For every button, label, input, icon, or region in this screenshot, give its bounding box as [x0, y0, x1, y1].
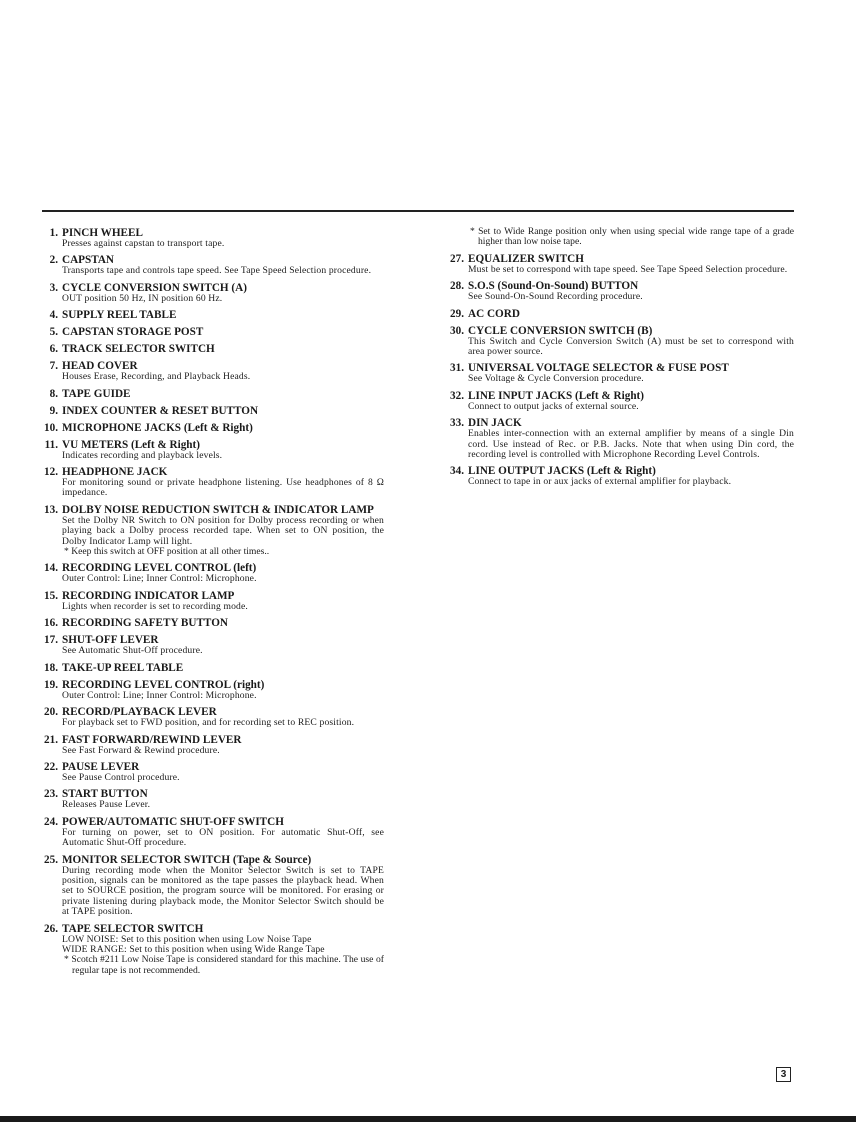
item-title: S.O.S (Sound-On-Sound) BUTTON — [468, 280, 639, 293]
list-item — [38, 388, 384, 400]
item-description: Outer Control: Line; Inner Control: Microphone. — [62, 689, 257, 701]
list-item — [444, 280, 794, 302]
item-title: CYCLE CONVERSION SWITCH (A) — [62, 281, 247, 294]
item-title: RECORDING INDICATOR LAMP — [62, 589, 235, 602]
item-description: See Fast Forward & Rewind procedure. — [62, 744, 220, 756]
item-description: WIDE RANGE: Set to this position when using Wide Range Tape — [62, 943, 325, 955]
list-item — [444, 465, 794, 487]
item-title: INDEX COUNTER & RESET BUTTON — [62, 404, 259, 417]
item-title: CAPSTAN — [62, 254, 115, 267]
list-item — [38, 254, 384, 276]
item-title: RECORD/PLAYBACK LEVER — [62, 706, 217, 719]
list-item — [38, 788, 384, 810]
list-item — [38, 854, 384, 918]
item-number: 19. — [44, 678, 58, 691]
item-title: TRACK SELECTOR SWITCH — [62, 343, 215, 356]
item-number: 4. — [49, 309, 58, 322]
header-rule — [42, 210, 794, 212]
item-number: 30. — [450, 324, 464, 337]
item-number: 14. — [44, 562, 58, 575]
item-description: For monitoring sound or private headphone listening. Use headphones of 8 Ω impedance. — [62, 477, 384, 499]
item-title: EQUALIZER SWITCH — [468, 252, 584, 265]
item-note: * Scotch #211 Low Noise Tape is considered standard for this machine. The use of regular tape is not recommended. — [64, 954, 384, 976]
list-item — [444, 325, 794, 358]
item-description: Connect to tape in or aux jacks of external amplifier for playback. — [468, 476, 732, 488]
item-number: 26. — [44, 922, 58, 935]
item-title: UNIVERSAL VOLTAGE SELECTOR & FUSE POST — [468, 362, 729, 375]
item-number: 12. — [44, 466, 58, 479]
item-number: 17. — [44, 634, 58, 647]
item-title: TAPE SELECTOR SWITCH — [62, 922, 204, 935]
item-title: HEADPHONE JACK — [62, 466, 168, 479]
item-note: * Keep this switch at OFF position at all other times.. — [64, 546, 270, 558]
item-number: 2. — [49, 254, 58, 267]
item-title: PAUSE LEVER — [62, 760, 140, 773]
item-number: 1. — [49, 227, 58, 239]
list-item — [444, 362, 794, 384]
item-title: LINE OUTPUT JACKS (Left & Right) — [468, 465, 656, 478]
list-item — [38, 227, 384, 249]
item-description: Outer Control: Line; Inner Control: Microphone. — [62, 573, 257, 585]
list-item — [444, 390, 794, 412]
item-description: Lights when recorder is set to recording mode. — [62, 600, 248, 612]
list-item — [38, 466, 384, 499]
item-description: Houses Erase, Recording, and Playback Heads. — [62, 371, 251, 383]
item-description: See Pause Control procedure. — [62, 771, 180, 783]
wide-range-note — [444, 227, 794, 248]
list-item — [38, 590, 384, 612]
list-item — [444, 308, 794, 320]
item-number: 6. — [49, 343, 58, 356]
note-text: * Set to Wide Range position only when using special wide range tape of a grade higher than low noise tape. — [470, 226, 794, 248]
list-item — [38, 734, 384, 756]
item-number: 3. — [49, 281, 58, 294]
item-description: Indicates recording and playback levels. — [62, 449, 223, 461]
item-title: MONITOR SELECTOR SWITCH (Tape & Source) — [62, 853, 312, 866]
item-title: TAKE-UP REEL TABLE — [62, 661, 184, 674]
item-description: Set the Dolby NR Switch to ON position for Dolby process recording or when playing back a Dolby process recorded tape. When set to ON position, the Dolby Indicator Lamp will light. — [62, 514, 384, 547]
list-item — [38, 816, 384, 849]
item-number: 16. — [44, 617, 58, 630]
list-item — [38, 706, 384, 728]
item-title: AC CORD — [468, 307, 520, 320]
item-number: 5. — [49, 326, 58, 339]
item-title: CYCLE CONVERSION SWITCH (B) — [468, 324, 653, 337]
item-title: SUPPLY REEL TABLE — [62, 309, 177, 322]
item-description: This Switch and Cycle Conversion Switch (A) must be set to correspond with area power source. — [468, 335, 794, 358]
list-item — [38, 923, 384, 977]
list-item — [38, 360, 384, 382]
list-item — [444, 253, 794, 275]
item-number: 27. — [450, 252, 464, 265]
item-description: During recording mode when the Monitor Selector Switch is set to TAPE position, signals can be monitored as the tape passes the playback head. When set to SOURCE position, the program source will be monitored. For erasing or private listening during playback mode, the Monitor Selector Switch should be at TAPE position. — [62, 864, 384, 918]
list-item — [38, 761, 384, 783]
item-number: 11. — [44, 438, 58, 451]
item-number: 29. — [450, 307, 464, 320]
item-number: 8. — [49, 387, 58, 400]
list-item — [38, 343, 384, 355]
list-item — [38, 405, 384, 417]
list-item — [38, 504, 384, 558]
right-items — [444, 253, 794, 488]
list-item — [38, 679, 384, 701]
item-description: OUT position 50 Hz, IN position 60 Hz. — [62, 292, 223, 304]
item-title: LINE INPUT JACKS (Left & Right) — [468, 389, 645, 402]
list-item — [38, 326, 384, 338]
list-item — [38, 562, 384, 584]
item-number: 18. — [44, 661, 58, 674]
item-title: RECORDING LEVEL CONTROL (right) — [62, 678, 265, 691]
item-description: For turning on power, set to ON position. For automatic Shut-Off, see Automatic Shut-Off procedure. — [62, 826, 384, 849]
list-item — [38, 617, 384, 629]
item-number: 10. — [44, 421, 58, 434]
item-title: DIN JACK — [468, 417, 522, 430]
list-item — [38, 282, 384, 304]
list-item — [38, 309, 384, 321]
item-description: Connect to output jacks of external source. — [468, 400, 639, 412]
item-title: VU METERS (Left & Right) — [62, 438, 200, 451]
list-item — [444, 417, 794, 460]
item-title: TAPE GUIDE — [62, 387, 131, 400]
item-title: HEAD COVER — [62, 360, 138, 373]
item-description: Releases Pause Lever. — [62, 799, 151, 811]
item-number: 25. — [44, 853, 58, 866]
item-title: FAST FORWARD/REWIND LEVER — [62, 733, 242, 746]
item-number: 9. — [49, 404, 58, 417]
item-number: 22. — [44, 760, 58, 773]
item-description: Must be set to correspond with tape speed. See Tape Speed Selection procedure. — [468, 263, 788, 275]
item-number: 34. — [450, 465, 464, 478]
item-number: 28. — [450, 280, 464, 293]
item-number: 23. — [44, 788, 58, 801]
left-column — [38, 227, 384, 981]
item-description: Transports tape and controls tape speed. See Tape Speed Selection procedure. — [62, 265, 372, 277]
item-description: See Sound-On-Sound Recording procedure. — [468, 291, 643, 303]
item-number: 21. — [44, 733, 58, 746]
item-number: 20. — [44, 706, 58, 719]
item-title: MICROPHONE JACKS (Left & Right) — [62, 421, 253, 434]
item-number: 24. — [44, 815, 58, 828]
item-number: 33. — [450, 417, 464, 430]
item-number: 15. — [44, 589, 58, 602]
item-description: See Automatic Shut-Off procedure. — [62, 645, 203, 657]
item-title: CAPSTAN STORAGE POST — [62, 326, 204, 339]
item-number: 7. — [49, 360, 58, 373]
item-title: START BUTTON — [62, 788, 148, 801]
item-title: RECORDING SAFETY BUTTON — [62, 617, 228, 630]
list-item — [38, 422, 384, 434]
item-title: PINCH WHEEL — [62, 227, 143, 239]
list-item — [38, 662, 384, 674]
item-title: POWER/AUTOMATIC SHUT-OFF SWITCH — [62, 815, 284, 828]
item-title: RECORDING LEVEL CONTROL (left) — [62, 562, 257, 575]
item-description: For playback set to FWD position, and for recording set to REC position. — [62, 717, 355, 729]
item-description: Presses against capstan to transport tape. — [62, 238, 225, 249]
item-description: See Voltage & Cycle Conversion procedure. — [468, 373, 644, 385]
bottom-edge-bar — [0, 1116, 856, 1122]
item-title: SHUT-OFF LEVER — [62, 634, 159, 647]
item-description: LOW NOISE: Set to this position when using Low Noise Tape — [62, 933, 312, 945]
page-number: 3 — [776, 1067, 791, 1082]
item-description: Enables inter-connection with an external amplifier by means of a single Din cord. Use instead of Rec. or P.B. Jacks. Note that when using Din cord, the recording level is controlled with Microphone Recording Level Controls. — [468, 428, 794, 461]
item-number: 31. — [450, 362, 464, 375]
list-item — [38, 634, 384, 656]
item-number: 32. — [450, 389, 464, 402]
list-item — [38, 439, 384, 461]
right-column — [444, 227, 794, 493]
item-number: 13. — [44, 503, 58, 516]
item-title: DOLBY NOISE REDUCTION SWITCH & INDICATOR LAMP — [62, 503, 374, 516]
